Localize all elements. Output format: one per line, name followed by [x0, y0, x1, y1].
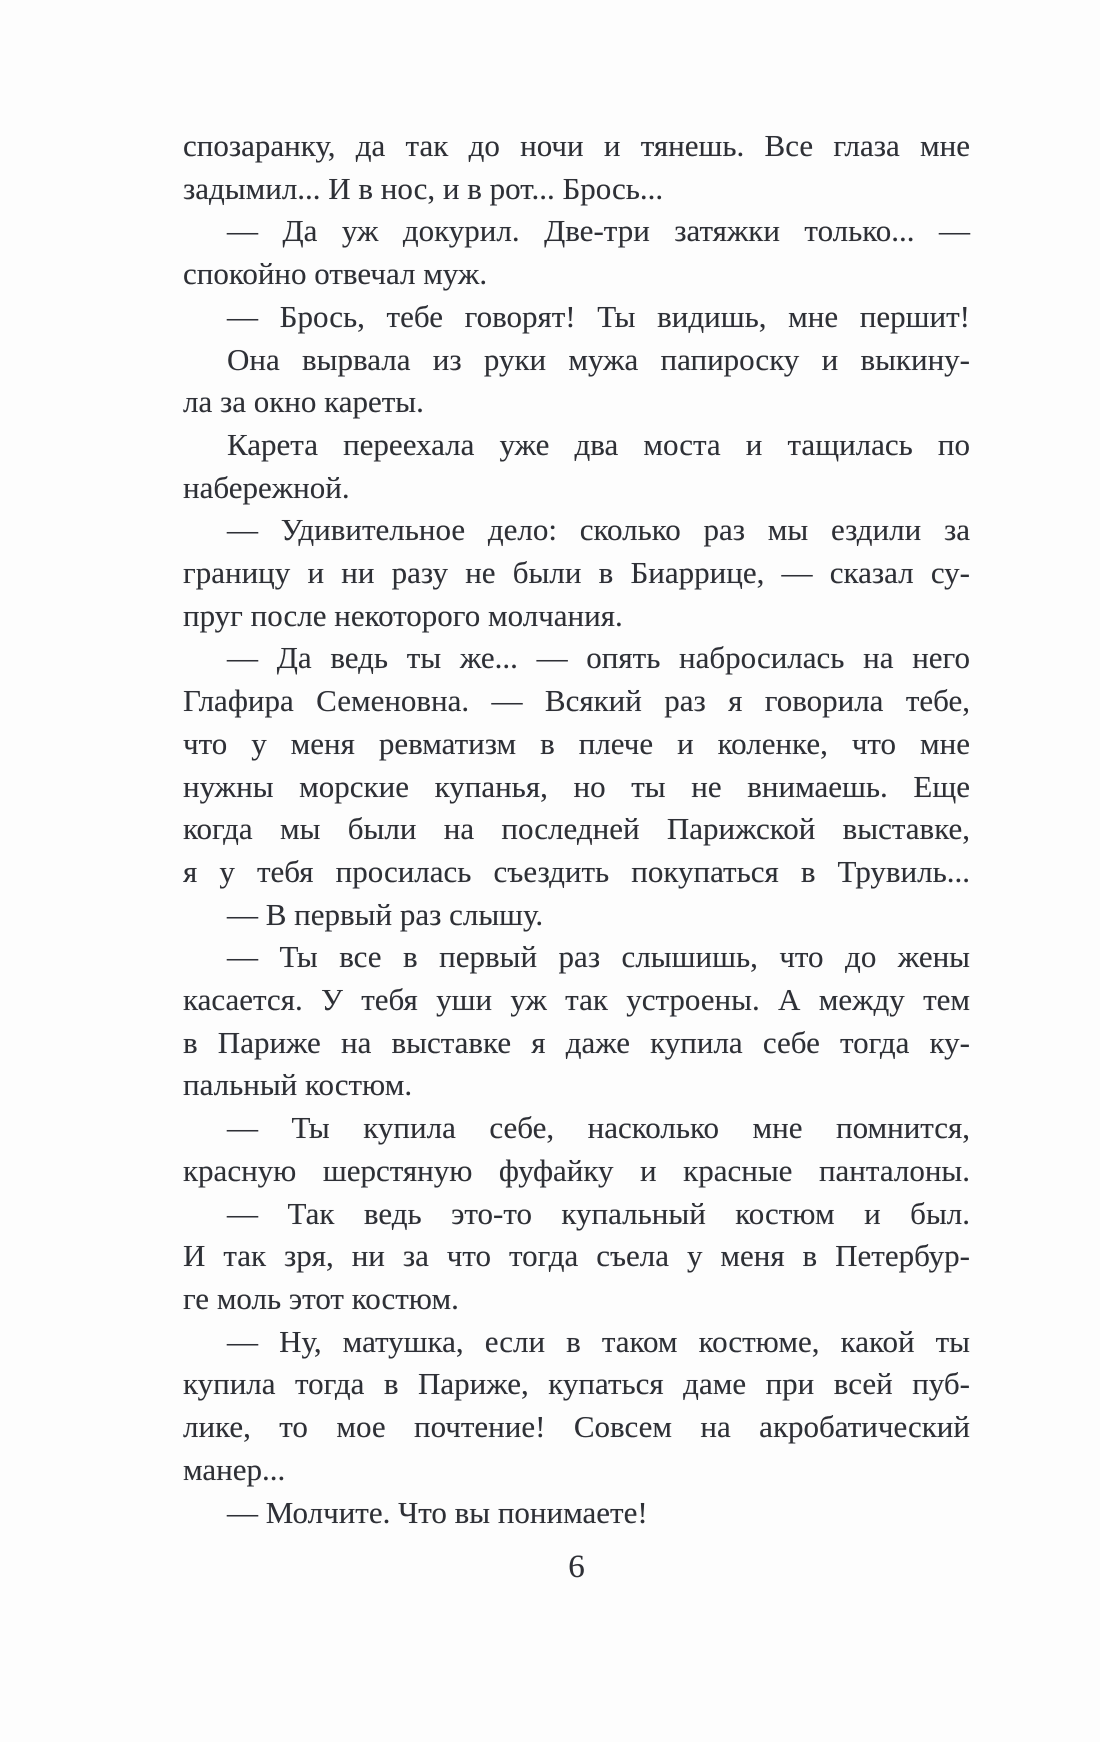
paragraph: [183, 1193, 970, 1321]
text-line: касается. У тебя уши уж так устроены. А между тем: [183, 982, 970, 1018]
text-line: И так зря, ни за что тогда съела у меня в Петербур-: [183, 1238, 970, 1274]
text-line: — В первый раз слышу.: [227, 896, 544, 932]
text-line: — Брось, тебе говорят! Ты видишь, мне першит!: [227, 298, 970, 334]
paragraph: [183, 1321, 970, 1492]
text-line: манер...: [183, 1451, 286, 1487]
text-line: ла за окно кареты.: [183, 384, 424, 420]
text-line: спокойно отвечал муж.: [183, 256, 488, 292]
paragraph: [183, 1107, 970, 1192]
page-number: 6: [568, 1549, 585, 1585]
text-block: [183, 125, 970, 1534]
paragraph: [183, 637, 970, 893]
text-line: — Ты все в первый раз слышишь, что до жены: [227, 939, 970, 975]
text-line: Глафира Семеновна. — Всякий раз я говорила тебе,: [183, 683, 970, 719]
text-line: пальный костюм.: [183, 1067, 413, 1103]
text-line: — Удивительное дело: сколько раз мы ездили за: [227, 512, 970, 548]
text-line: красную шерстяную фуфайку и красные панталоны.: [183, 1152, 970, 1188]
text-line: пруг после некоторого молчания.: [183, 597, 623, 633]
text-line: — Да уж докурил. Две-три затяжки только... —: [227, 213, 970, 249]
text-line: — Ты купила себе, насколько мне помнится,: [227, 1110, 970, 1146]
paragraph: [183, 936, 970, 1107]
paragraph: [183, 210, 970, 295]
paragraph: [183, 1492, 970, 1535]
text-line: — Ну, матушка, если в таком костюме, какой ты: [227, 1323, 970, 1359]
text-line: нужны морские купанья, но ты не внимаешь. Еще: [183, 768, 970, 804]
text-line: когда мы были на последней Парижской выставке,: [183, 811, 970, 847]
paragraph: [183, 339, 970, 424]
text-line: набережной.: [183, 469, 350, 505]
paragraph: [183, 894, 970, 937]
text-line: купила тогда в Париже, купаться даме при всей пуб-: [183, 1366, 970, 1402]
text-line: спозаранку, да так до ночи и тянешь. Все глаза мне: [183, 128, 970, 163]
text-line: — Молчите. Что вы понимаете!: [227, 1494, 648, 1530]
paragraph: [183, 509, 970, 637]
text-line: задымил... И в нос, и в рот... Брось...: [183, 170, 664, 206]
text-line: границу и ни разу не были в Биаррице, — сказал су-: [183, 555, 970, 591]
text-line: — Так ведь это-то купальный костюм и был.: [227, 1195, 970, 1231]
paragraph: [183, 296, 970, 339]
paragraph: [183, 125, 970, 210]
text-line: лике, то мое почтение! Совсем на акробатический: [183, 1409, 970, 1445]
text-line: я у тебя просилась съездить покупаться в Трувиль...: [183, 853, 970, 889]
text-line: ге моль этот костюм.: [183, 1280, 459, 1316]
text-line: — Да ведь ты же... — опять набросилась на него: [227, 640, 970, 676]
text-line: Карета переехала уже два моста и тащилась по: [227, 426, 970, 462]
paragraph: [183, 424, 970, 509]
text-line: что у меня ревматизм в плече и коленке, что мне: [183, 725, 970, 761]
text-line: в Париже на выставке я даже купила себе тогда ку-: [183, 1024, 970, 1060]
text-line: Она вырвала из руки мужа папироску и выкину-: [227, 341, 970, 377]
